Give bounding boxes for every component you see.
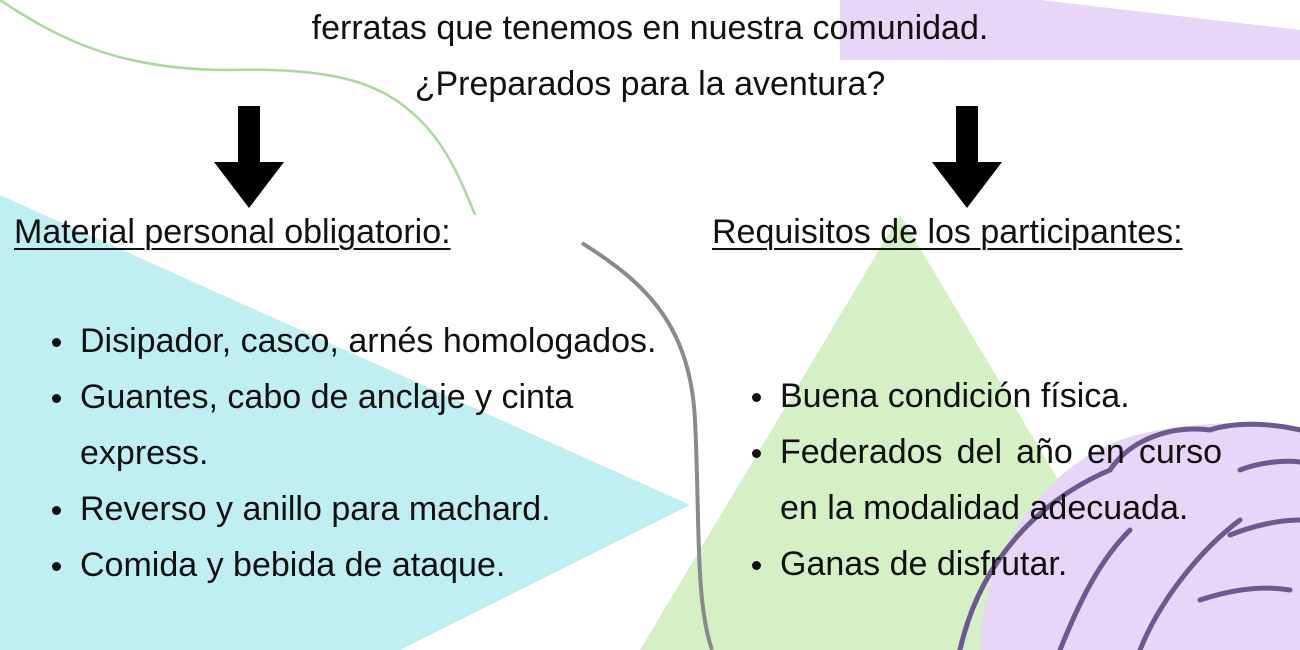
arrow-down-icon <box>214 106 284 208</box>
arrow-down-icon <box>932 106 1002 208</box>
list-item: Reverso y anillo para machard. <box>0 481 690 537</box>
material-heading: Material personal obligatorio: <box>14 213 451 251</box>
requirements-list <box>700 368 1222 592</box>
list-item: Ganas de disfrutar. <box>700 536 1222 592</box>
intro-line-2: ¿Preparados para la aventura? <box>414 65 886 103</box>
list-item: Federados del año en curso en la modalidad adecuada. <box>700 424 1222 536</box>
list-item: Guantes, cabo de anclaje y cinta express. <box>0 369 690 481</box>
requirements-heading: Requisitos de los participantes: <box>712 213 1183 251</box>
intro-line-1: ferratas que tenemos en nuestra comunidad. <box>311 9 989 47</box>
list-item: Buena condición física. <box>700 368 1222 424</box>
material-list <box>0 313 690 593</box>
list-item: Comida y bebida de ataque. <box>0 537 690 593</box>
list-item: Disipador, casco, arnés homologados. <box>0 313 690 369</box>
